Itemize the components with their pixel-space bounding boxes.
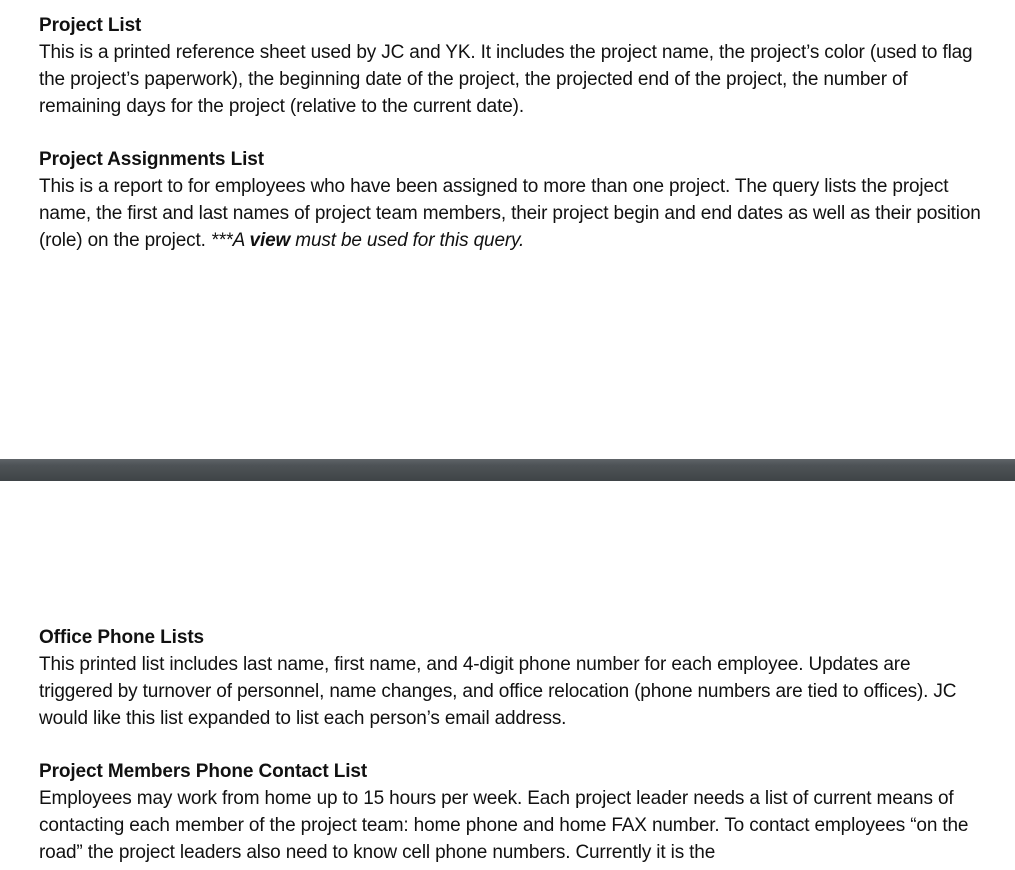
section-project-list [39, 12, 989, 120]
document-page-bottom [0, 481, 1015, 870]
view-note-suffix: must be used for this query. [290, 230, 525, 251]
section-body [39, 173, 989, 254]
section-project-assignments-list [39, 146, 989, 254]
section-heading: Project Members Phone Contact List [39, 761, 368, 782]
section-body: This is a printed reference sheet used by JC and YK. It includes the project name, the project’s color (used to flag the project’s paperwork), the beginning date of the project, the projected end of the project, the number of remaining days for the project (relative to the current date). [39, 42, 973, 117]
section-body-text: This is a report to for employees who have been assigned to more than one project. The query lists the project name, the first and last names of project team members, their project begin and end dates as well as their position (role) on the project. [39, 176, 981, 251]
section-office-phone-lists [39, 624, 989, 732]
section-project-members-phone-contact-list [39, 758, 989, 866]
page-break-divider [0, 459, 1015, 481]
section-heading: Project List [39, 15, 142, 36]
view-note-prefix: ***A [210, 230, 250, 251]
section-heading: Project Assignments List [39, 149, 264, 170]
section-body: Employees may work from home up to 15 hours per week. Each project leader needs a list of current means of contacting each member of the project team: home phone and home FAX number. To contact employees “on the road” the project leaders also need to know cell phone numbers. Currently it is the [39, 788, 969, 863]
section-heading: Office Phone Lists [39, 627, 205, 648]
section-body: This printed list includes last name, first name, and 4-digit phone number for each employee. Updates are triggered by turnover of personnel, name changes, and office relocation (phone numbers are tied to offices). JC would like this list expanded to list each person’s email address. [39, 654, 957, 729]
view-note-emphasis: view [249, 230, 291, 251]
